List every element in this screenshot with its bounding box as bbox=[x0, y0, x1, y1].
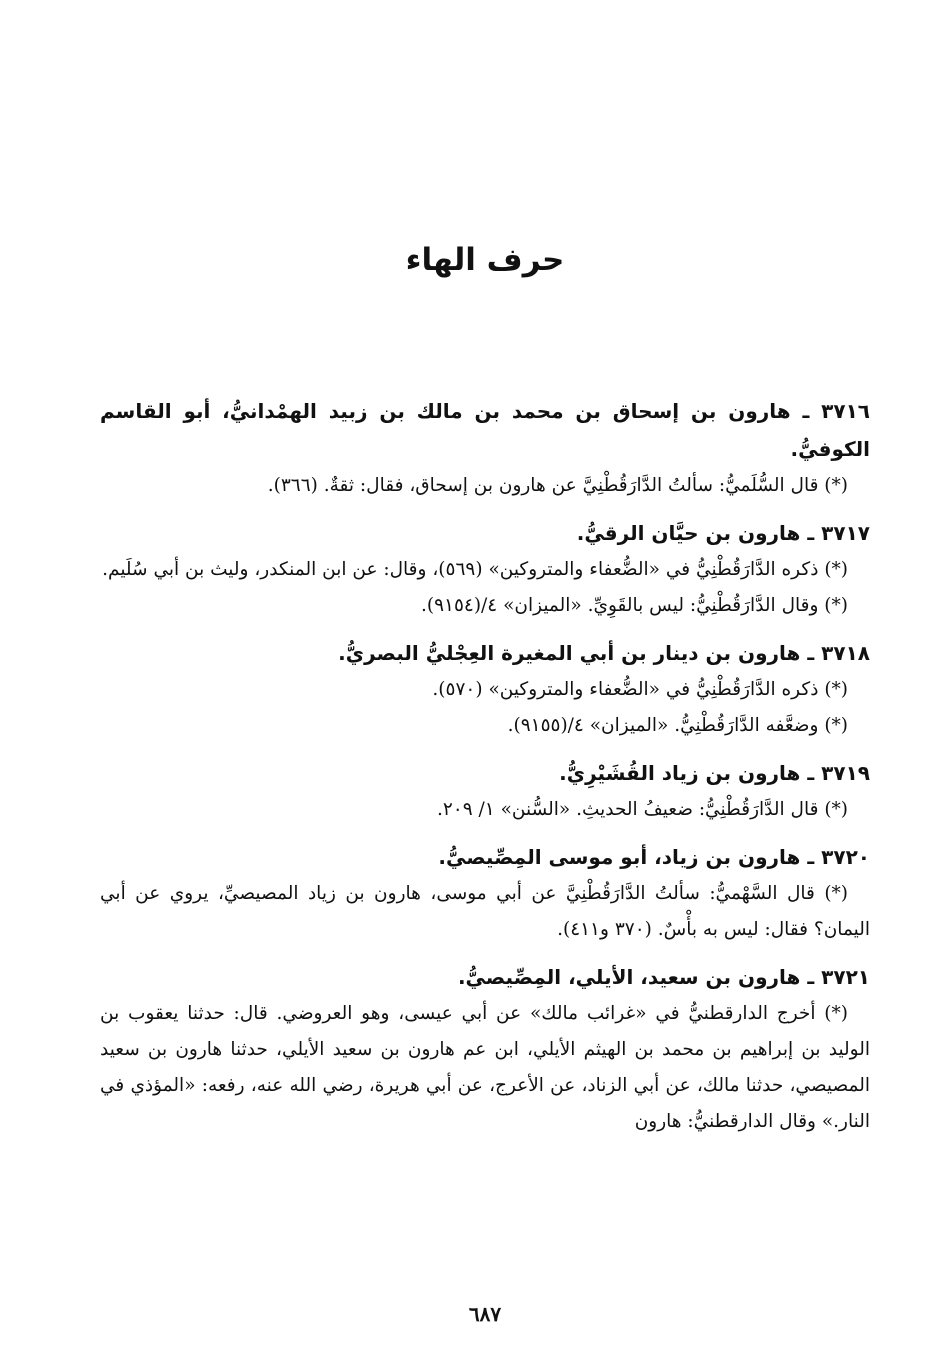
page-number: ٦٨٧ bbox=[468, 1302, 502, 1326]
entries-list bbox=[100, 392, 870, 1140]
entry-heading-3719: ٣٧١٩ ـ هارون بن زياد القُشَيْرِيُّ. bbox=[559, 761, 870, 785]
chapter-title: حرف الهاء bbox=[405, 242, 565, 278]
entry-heading-3721: ٣٧٢١ ـ هارون بن سعيد، الأيلي، المِصِّيصيُّ. bbox=[457, 965, 870, 989]
entry-note: (*) وقال الدَّارَقُطْنِيُّ: ليس بالقَوِيِّ. «الميزان» ٤/(٩١٥٤). bbox=[420, 595, 848, 616]
entry-heading-3718: ٣٧١٨ ـ هارون بن دينار بن أبي المغيرة العِجْليُّ البصريُّ. bbox=[338, 641, 870, 665]
entry-note: (*) ذكره الدَّارَقُطْنِيُّ في «الضُّعفاء والمتروكين» (٥٦٩)، وقال: عن ابن المنكدر، وليث بن أبي سُلَيم. bbox=[102, 559, 848, 580]
entry-note: (*) ذكره الدَّارَقُطْنِيُّ في «الضُّعفاء والمتروكين» (٥٧٠). bbox=[432, 679, 848, 700]
entry-note: (*) وضعَّفه الدَّارَقُطْنِيُّ. «الميزان» ٤/(٩١٥٥). bbox=[507, 715, 848, 736]
book-page bbox=[100, 0, 870, 1354]
entry-heading-3716: ٣٧١٦ ـ هارون بن إسحاق بن محمد بن مالك بن زبيد الهمْدانيُّ، أبو القاسم الكوفيُّ. bbox=[100, 399, 870, 461]
entry-heading-3720: ٣٧٢٠ ـ هارون بن زياد، أبو موسى المِصِّيصيُّ. bbox=[438, 845, 870, 869]
entry-note: (*) قال الدَّارَقُطْنِيُّ: ضعيفُ الحديثِ. «السُّنن» ١/ ٢٠٩. bbox=[436, 799, 848, 820]
entry-note: (*) قال السَّهْميُّ: سألتُ الدَّارَقُطْنِيَّ عن أبي موسى، هارون بن زياد المصيصيِّ، يروي عن أبي اليمان؟ فقال: ليس به بأْسٌ. (٣٧٠ و٤١١). bbox=[100, 883, 870, 940]
entry-note: (*) قال السُّلَميُّ: سألتُ الدَّارَقُطْنِيَّ عن هارون بن إسحاق، فقال: ثقةٌ. (٣٦٦). bbox=[267, 475, 848, 496]
entry-note: (*) أخرج الدارقطنيُّ في «غرائب مالك» عن أبي عيسى، وهو العروضي. قال: حدثنا يعقوب بن الوليد بن إبراهيم بن محمد بن الهيثم الأيلي، ابن عم هارون بن سعيد الأيلي، حدثنا هارون بن سعيد المصيصي، حدثنا مالك، عن أبي الزناد، عن الأعرج، عن أبي هريرة، رضي الله عنه، رفعه: «المؤذي في النار.» وقال الدارقطنيُّ: هارون bbox=[100, 1003, 870, 1132]
entry-heading-3717: ٣٧١٧ ـ هارون بن حيَّان الرقيُّ. bbox=[576, 521, 870, 545]
